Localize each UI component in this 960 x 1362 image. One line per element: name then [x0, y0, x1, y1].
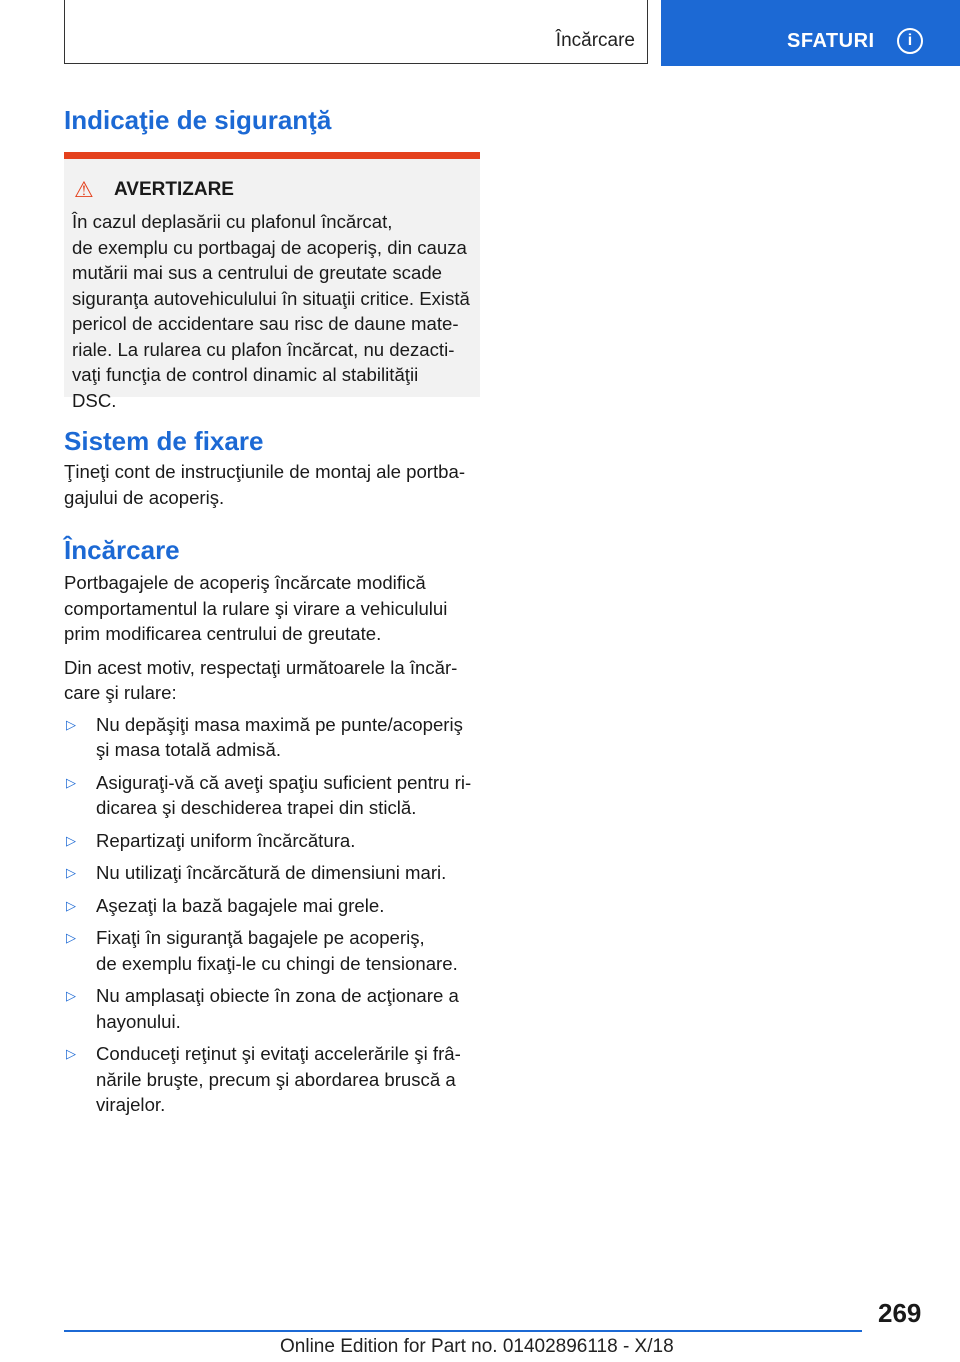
section-title: Încărcare: [555, 30, 635, 51]
warning-line: siguranţa autovehiculului în situaţii critice. Există: [72, 287, 470, 309]
triangle-bullet-icon: ▷: [66, 716, 76, 732]
edition-footer: Online Edition for Part no. 01402896118 - X/18: [280, 1336, 674, 1357]
text-line: Nu amplasaţi obiecte în zona de acţionare a: [96, 985, 459, 1006]
text-line: hayonului.: [96, 1010, 181, 1032]
warning-line: vaţi funcţia de control dinamic al stabilităţii: [72, 364, 419, 385]
triangle-bullet-icon: ▷: [66, 832, 76, 848]
list-item-text: [96, 925, 458, 976]
text-line: de exemplu fixaţi-le cu chingi de tensionare.: [96, 952, 458, 974]
list-item: [64, 828, 480, 854]
triangle-bullet-icon: ▷: [66, 988, 76, 1003]
loading-paragraph-2: [64, 655, 480, 706]
warning-line: DSC.: [72, 389, 117, 411]
chapter-tab[interactable]: [661, 0, 960, 66]
triangle-bullet-icon: ▷: [66, 1046, 76, 1061]
text-line: care şi rulare:: [64, 682, 177, 703]
list-item-text: [96, 828, 355, 854]
list-item: [64, 893, 480, 919]
info-icon[interactable]: i: [897, 28, 923, 54]
warning-line: În cazul deplasării cu plafonul încărcat,: [72, 211, 393, 232]
list-item: [64, 712, 480, 763]
safety-heading: Indicaţie de siguranţă: [64, 105, 332, 135]
list-item: [64, 925, 480, 976]
text-line: Aşezaţi la bază bagajele mai grele.: [96, 894, 385, 916]
warning-box: [64, 152, 480, 411]
list-item-text: [96, 860, 446, 886]
triangle-bullet-icon: ▷: [66, 865, 76, 880]
list-item-text: [96, 712, 463, 763]
warning-text: [72, 209, 472, 413]
text-line: dicarea şi deschiderea trapei din sticlă.: [96, 797, 417, 818]
warning-line: pericol de accidentare sau risc de daune mate‐: [72, 313, 459, 334]
warning-line: riale. La rularea cu plafon încărcat, nu dezacti‐: [72, 338, 455, 360]
list-item: [64, 1041, 480, 1118]
warning-line: mutării mai sus a centrului de greutate scade: [72, 262, 442, 283]
warning-line: de exemplu cu portbagaj de acoperiş, din cauza: [72, 236, 467, 258]
list-item-text: [96, 770, 471, 821]
text-line: comportamentul la rulare şi virare a vehiculului: [64, 597, 448, 619]
chapter-title: SFATURI: [787, 30, 875, 52]
text-line: Nu utilizaţi încărcătură de dimensiuni mari.: [96, 862, 447, 883]
page-number: 269: [878, 1298, 922, 1328]
list-item-text: [96, 893, 384, 919]
list-item-text: [96, 983, 459, 1034]
fixing-text: [64, 459, 480, 510]
warning-label: AVERTIZARE: [114, 179, 234, 200]
text-line: nările bruşte, precum şi abordarea bruscă a: [96, 1068, 456, 1090]
text-line: Fixaţi în siguranţă bagajele pe acoperiş,: [96, 927, 425, 948]
text-line: Din acest motiv, respectaţi următoarele la încăr‐: [64, 656, 458, 678]
loading-section: [64, 532, 480, 1118]
list-item: [64, 860, 480, 886]
text-line: Conduceţi reţinut şi evitaţi accelerările şi frâ‐: [96, 1043, 461, 1064]
list-item: [64, 983, 480, 1034]
triangle-bullet-icon: ▷: [66, 930, 76, 945]
text-line: virajelor.: [96, 1094, 166, 1115]
text-line: Portbagajele de acoperiş încărcate modifică: [64, 572, 426, 593]
fixing-section: [64, 423, 480, 510]
text-line: gajului de acoperiş.: [64, 486, 225, 508]
text-line: şi masa totală admisă.: [96, 739, 281, 760]
footer-divider: [64, 1330, 862, 1332]
list-item-text: [96, 1041, 461, 1118]
list-item: [64, 770, 480, 821]
loading-list: [64, 712, 480, 1118]
main-content: [64, 100, 480, 1125]
text-line: Ţineţi cont de instrucţiunile de montaj ale portba‐: [64, 461, 466, 482]
loading-paragraph-1: [64, 570, 480, 647]
text-line: Repartizaţi uniform încărcătura.: [96, 829, 356, 851]
header-section-box: [64, 0, 648, 64]
warning-triangle-icon: ⚠: [74, 177, 94, 202]
warning-header: [72, 179, 472, 201]
triangle-bullet-icon: ▷: [66, 774, 76, 790]
loading-heading: Încărcare: [64, 535, 180, 565]
text-line: Nu depăşiţi masa maximă pe punte/acoperiş: [96, 713, 463, 735]
text-line: Asiguraţi-vă că aveţi spaţiu suficient pentru ri‐: [96, 771, 472, 793]
fixing-heading: Sistem de fixare: [64, 426, 264, 456]
text-line: prim modificarea centrului de greutate.: [64, 623, 382, 644]
triangle-bullet-icon: ▷: [66, 897, 76, 913]
